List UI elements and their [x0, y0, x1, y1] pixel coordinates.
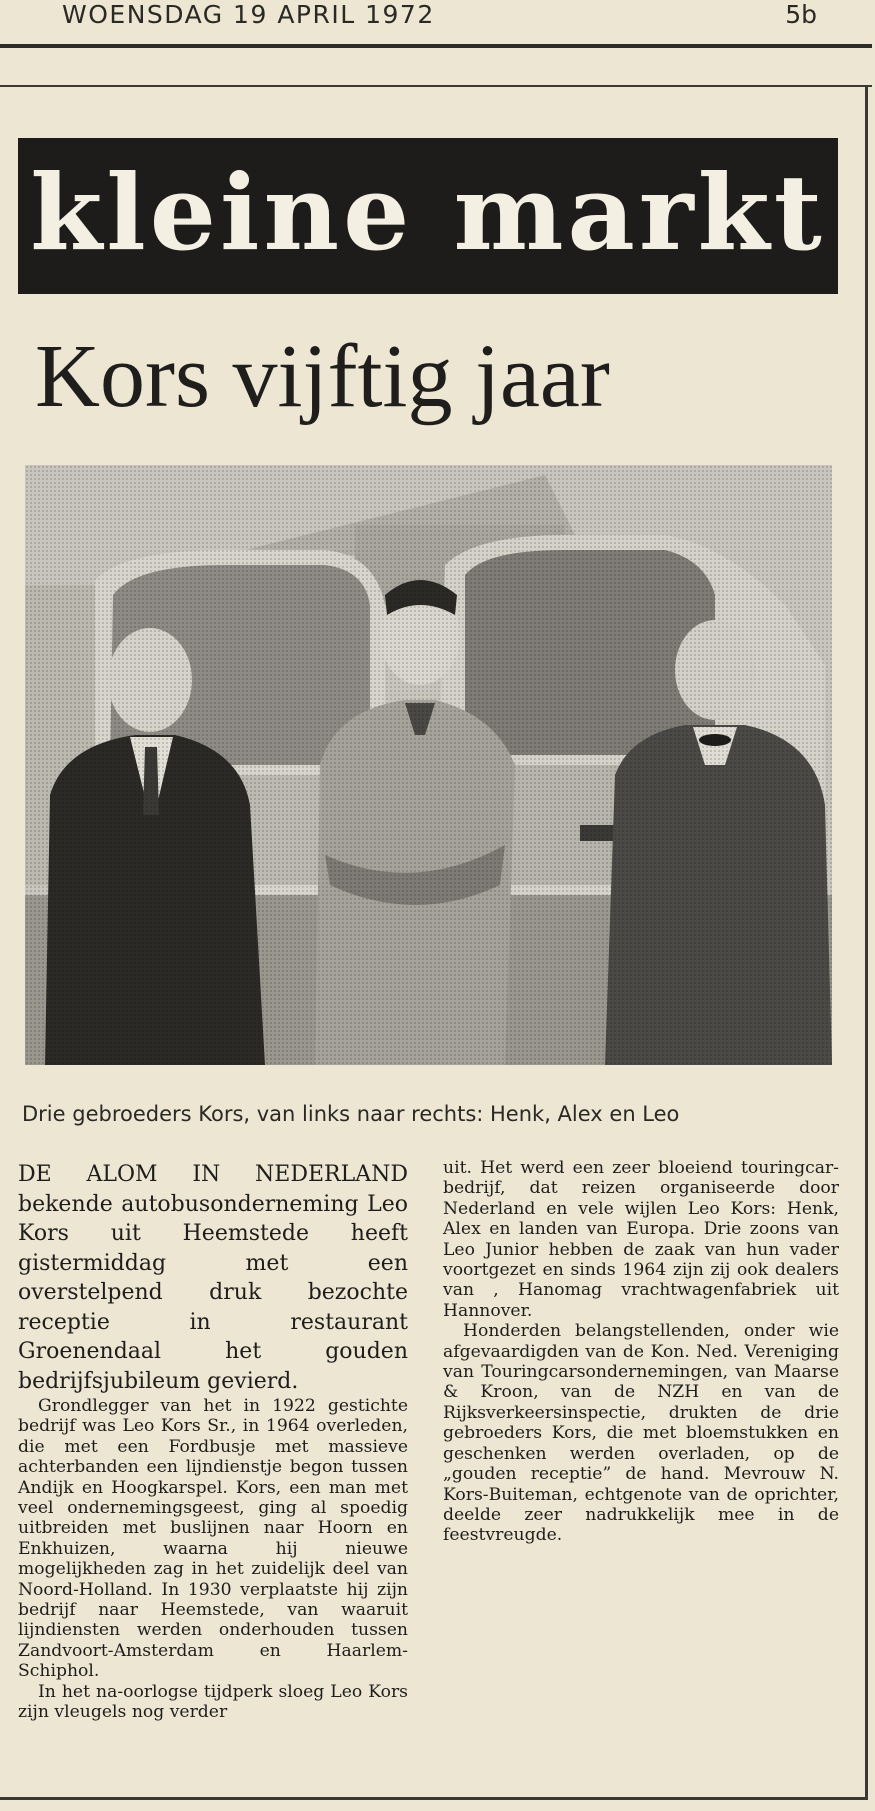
photo-caption: Drie gebroeders Kors, van links naar rechts: Henk, Alex en Leo: [22, 1102, 680, 1126]
article-headline: Kors vijftig jaar: [35, 327, 610, 426]
article-photo: [25, 465, 832, 1065]
frame-right-rule: [865, 85, 868, 1800]
frame-top-rule: [0, 85, 872, 87]
article-lead: DE ALOM IN NEDERLAND bekende autobusonderneming Leo Kors uit Heemstede heeft gistermiddag met een overstelpend druk bezochte receptie in restaurant Groenendaal het gouden bedrijfsjubileum gevierd.: [18, 1162, 408, 1394]
bottom-rule: [0, 1797, 868, 1800]
article-paragraph-1: Grondlegger van het in 1922 gestichte bedrijf was Leo Kors Sr., in 1964 overleden, die met een Fordbusje met massieve achterbanden een lijndienstje begon tussen Andijk en Hoogkarspel. Kors, een man met veel ondernemingsgeest, ging al spoedig uitbreiden met buslijnen naar Hoorn en Enkhuizen, waarna hij nieuwe mogelijkheden zag in het zuidelijk deel van Noord-Holland. In 1930 verplaatste hij zijn bedrijf naar Heemstede, van waaruit lijndiensten werden onderhouden tussen Zandvoort-Amsterdam en Haarlem-Schiphol.: [18, 1396, 408, 1682]
article-paragraph-3: Honderden belangstellenden, onder wie afgevaardigden van de Kon. Ned. Vereniging van Touringcarsondernemingen, van Maarse & Kroon, van de NZH en van de Rijksverkeersinspectie, drukten de drie gebroeders Kors, die met bloemstukken en geschenken werden overladen, op de „gouden receptie” de hand. Mevrouw N. Kors-Buiteman, echtgenote van de oprichter, deelde zeer nadrukkelijk mee in de feestvreugde.: [443, 1321, 839, 1546]
article-paragraph-2-continued: uit. Het werd een zeer bloeiend touringcar-bedrijf, dat reizen organiseerde door Nederland en vele wijlen Leo Kors: Henk, Alex en landen van Europa. Drie zoons van Leo Junior hebben de zaak van hun vader voortgezet en sinds 1964 zijn zij ook dealers van , Hanomag vrachtwagenfabriek uit Hannover.: [443, 1158, 839, 1321]
dateline: WOENSDAG 19 APRIL 1972: [62, 0, 435, 29]
page-number: 5b: [785, 0, 817, 29]
section-banner-title: kleine markt: [30, 151, 826, 274]
top-rule: [0, 44, 872, 48]
article-column-right: [443, 1158, 839, 1788]
article-column-left: [18, 1160, 408, 1790]
section-banner: [18, 138, 838, 294]
article-paragraph-2-start: In het na-oorlogse tijdperk sloeg Leo Kors zijn vleugels nog verder: [18, 1681, 408, 1723]
